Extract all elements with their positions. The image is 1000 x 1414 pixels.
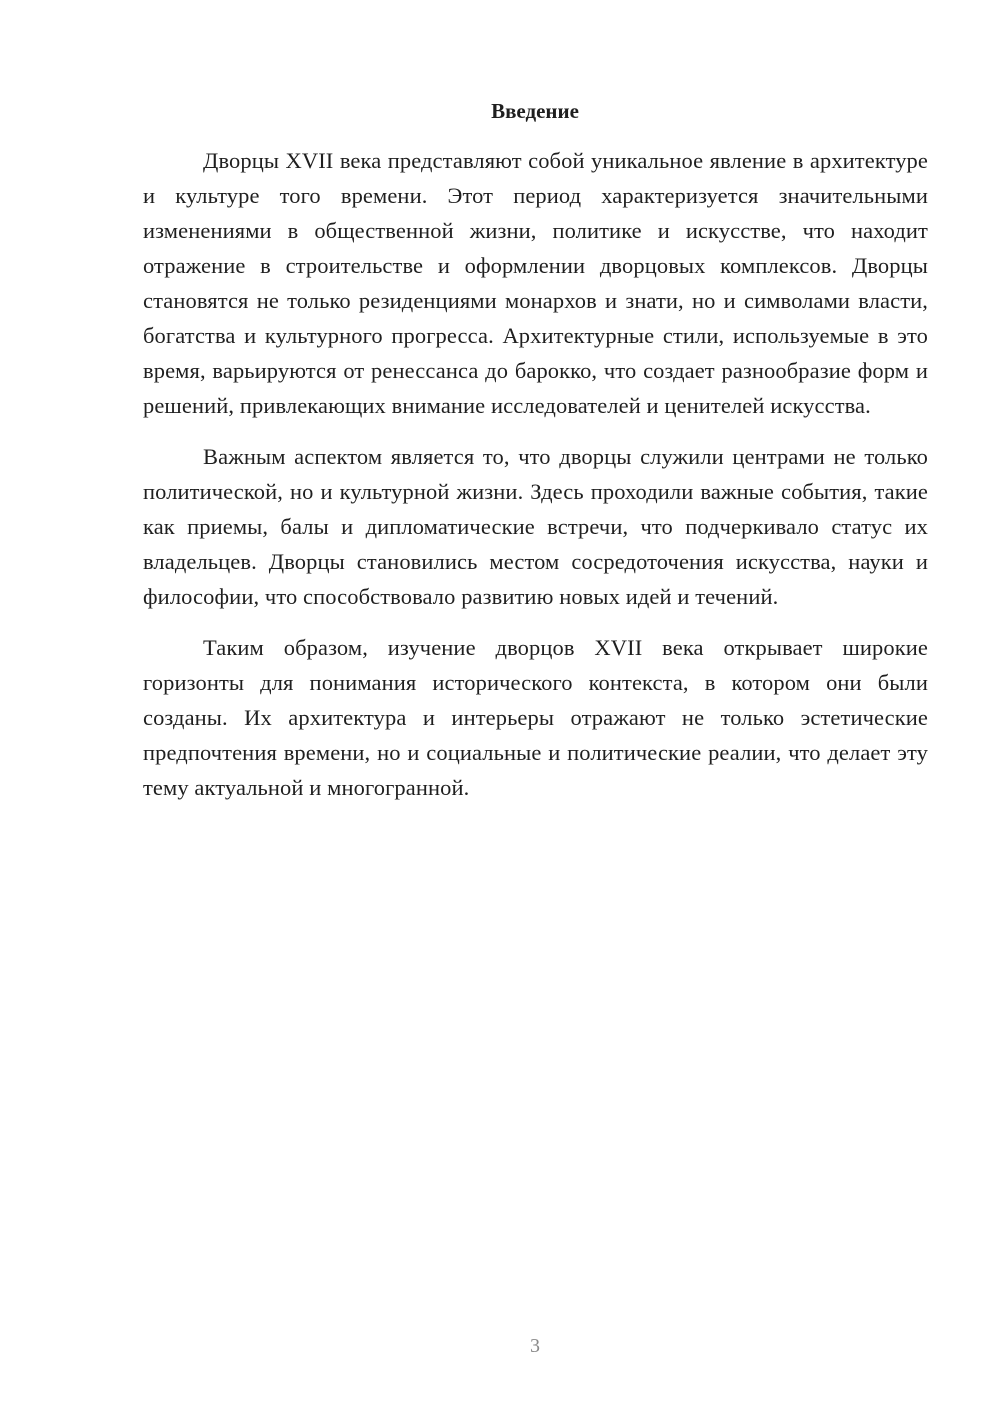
paragraph-2: Важным аспектом является то, что дворцы служили центрами не только политической, но и культурной жизни. Здесь проходили важные события, такие как приемы, балы и дипломатические встречи, что подчеркивало статус их владельцев. Дворцы становились местом сосредоточения искусства, науки и философии, что способствовало развитию новых идей и течений. [143,444,928,609]
paragraph-3: Таким образом, изучение дворцов XVII века открывает широкие горизонты для понимания исторического контекста, в котором они были созданы. Их архитектура и интерьеры отражают не только эстетические предпочтения времени, но и социальные и политические реалии, что делает эту тему актуальной и многогранной. [143,635,928,800]
section-title: Введение [491,99,579,123]
paragraph-1: Дворцы XVII века представляют собой уникальное явление в архитектуре и культуре того времени. Этот период характеризуется значительными изменениями в общественной жизни, политике и искусстве, что находит отражение в строительстве и оформлении дворцовых комплексов. Дворцы становятся не только резиденциями монархов и знати, но и символами власти, богатства и культурного прогресса. Архитектурные стили, используемые в это время, варьируются от ренессанса до барокко, что создает разнообразие форм и решений, привлекающих внимание исследователей и ценителей искусства. [143,148,928,418]
page-number: 3 [530,1335,540,1357]
body-text [143,143,928,821]
